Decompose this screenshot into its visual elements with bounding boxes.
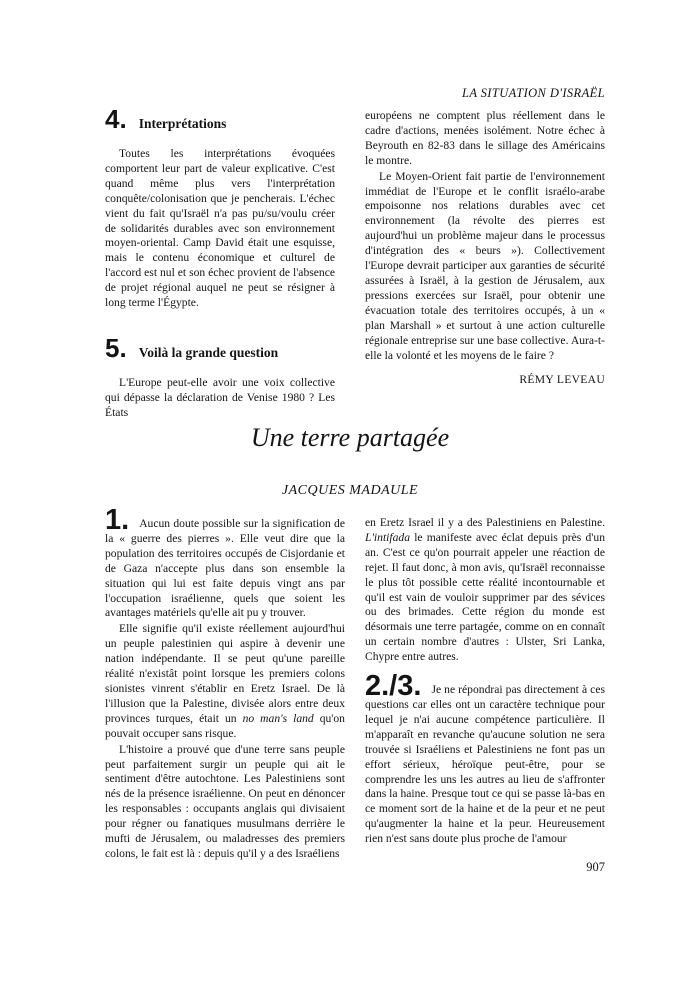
- article-left-column: [105, 504, 345, 862]
- section-5-paragraph: L'Europe peut-elle avoir une voix collective qui dépasse la déclaration de Venise 1980 ? Les États: [105, 375, 335, 419]
- running-head: LA SITUATION D'ISRAËL: [461, 86, 605, 100]
- section-4-number: 4.: [105, 104, 127, 134]
- right-paragraph-1-end: le manifeste avec éclat depuis près d'un an. C'est ce qu'on pourrait appeler une réaction de rejet. Il faut donc, à mon avis, qu'Israël reconnaisse le plus tôt possible cette réalité incontournable et qu'il est vain de vouloir supprimer par des sévices ou des brimades. Cette région du monde est désormais une terre partagée, comme on en connaît un certain nombre d'autres : Ulster, Sri Lanka, Chypre entre autres.: [365, 530, 605, 664]
- signature: RÉMY LEVEAU: [519, 373, 605, 387]
- section-5-number: 5.: [105, 332, 127, 363]
- article-author: JACQUES MADAULE: [281, 483, 419, 498]
- previous-right-paragraph-1: européens ne comptent plus réellement dans le cadre d'actions, menées isolément. Notre échec à Beyrouth en 82-83 dans le sillage des Américains le montre.: [365, 109, 605, 167]
- article-right-column: [365, 516, 605, 847]
- question-1-number: 1.: [105, 504, 130, 536]
- section-4-heading: [105, 104, 335, 135]
- left-paragraph-2-end: qu'on pouvait occuper sans risque.: [105, 711, 345, 740]
- question-1-text: Aucun doute possible sur la signification de la « guerre des pierres ». Elle veut dire que la population des territoires occupés de Cisjordanie et de Gaza n'accepte plus dans son ensemble la situation qui lui est faite depuis vingt ans par l'occupation israélienne, quels que soient les avantages matériels qu'elle ait pu y trouver.: [105, 517, 345, 620]
- question-2-3-paragraph: [365, 670, 605, 847]
- section-5-heading: [105, 333, 335, 364]
- page-number: 907: [586, 860, 605, 874]
- intifada-emphasis: L'intifada: [365, 530, 410, 544]
- right-paragraph-1-text: en Eretz Israel il y a des Palestiniens en Palestine.: [365, 516, 605, 529]
- question-2-3-text: Je ne répondrai pas directement à ces questions car elles ont un caractère technique pour lequel je n'ai aucune compétence particulière. Il m'apparaît en revanche qu'aucune solution ne sera trouvée si Israéliens et Palestiniens ne font pas un effort sérieux, héroïque peut-être, pour se comprendre les uns les autres au lieu de s'affronter dans la haine. Presque tout ce qui se passe là-bas en ce moment sort de la haine et de la peur et ne peut qu'augmenter la haine et la peur. Heureusement rien n'est sans doute plus proche de l'amour: [365, 683, 605, 846]
- right-paragraph-1: [365, 516, 605, 665]
- previous-right-paragraph-2: Le Moyen-Orient fait partie de l'environnement immédiat de l'Europe et le conflit israélo-arabe empoisonne nos relations durables avec cet environnement (la révolte des pierres est aujourd'hui un problème majeur dans le processus d'intégration des « beurs »). Collectivement l'Europe devrait participer aux garanties de sécurité assurées à Israël, à la gestion de Jérusalem, aux pressions exercées sur Israël, pour obtenir une évacuation totale des territoires occupés, à un « plan Marshall » et surtout à une action culturelle régionale entreprise sur une base collective. Aura-t-elle la volonté et les moyens de le faire ?: [365, 169, 605, 362]
- no-mans-land-emphasis: no man's land: [242, 711, 314, 725]
- left-paragraph-3: L'histoire a prouvé que d'une terre sans peuple peut parfaitement surgir un peuple qui ait le sentiment d'être autochtone. Les Palestiniens sont nés de la présence israélienne. On peut en dénoncer les responsables : occupants anglais qui divisaient pour régner ou fanatiques musulmans derrière le mufti de Jérusalem, ou maladresses des premiers colons, le fait est là : depuis qu'il y a des Israéliens: [105, 742, 345, 860]
- section-4-paragraph: Toutes les interprétations évoquées comportent leur part de valeur explicative. C'est quand même plus vers l'interprétation conquête/colonisation que je pencherais. L'échec vient du fait qu'Israël n'a pas pu/su/voulu créer de solidarités durables avec son environnement moyen-oriental. Camp David était une esquisse, mais le contenu économique et culturel de l'accord est nul et son échec provient de l'absence de projet régional auquel ne peut se résigner à long terme l'Égypte.: [105, 147, 335, 310]
- question-2-3-number: 2./3.: [365, 670, 422, 703]
- previous-article-left-column: [105, 104, 335, 421]
- article-title: Une terre partagée: [250, 423, 450, 452]
- previous-article-right-column: [365, 109, 605, 386]
- left-paragraph-2: [105, 622, 345, 741]
- question-1-paragraph: [105, 504, 345, 621]
- section-4-title: Interprétations: [138, 116, 227, 131]
- section-5-title: Voilà la grande question: [138, 344, 279, 360]
- left-paragraph-2-text: Elle signifie qu'il existe réellement aujourd'hui un peuple palestinien qui aspire à devenir une nation indépendante. Il se peut qu'une pareille réalité n'existât point lorsque les premiers colons sionistes vinrent s'établir en Eretz Israel. De là l'illusion que la Palestine, divisée alors entre deux provinces turques, était un: [105, 622, 345, 725]
